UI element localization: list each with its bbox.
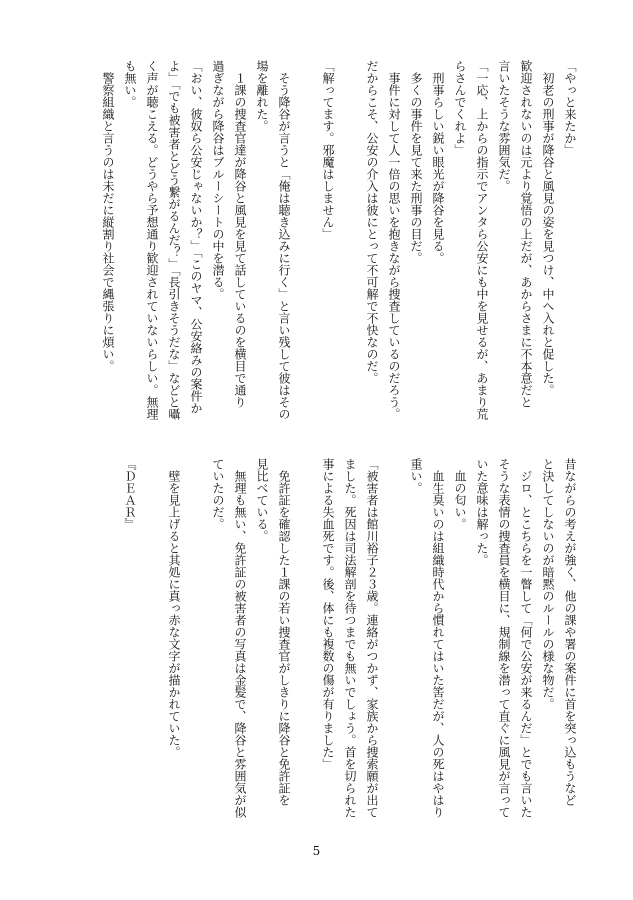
bottom-block-line: いた意味は解った。 [475,458,489,566]
top-block-line: 刑事らしい鋭い眼光が降谷を見る。 [431,60,445,264]
top-block-line: 多くの事件を見て来た刑事の目だ。 [409,60,423,264]
bottom-block-line: 血生臭いのは組織時代から慣れてはいた筈だが、人の死はやはり [431,458,445,818]
top-block-line: そう降谷が言うと「俺は聴き込みに行く」と言い残して彼はその [277,60,291,420]
bottom-block-line: 免許証を確認した１課の若い捜査官がしきりに降谷と免許証を [277,458,291,806]
bottom-block-line: 『ＤＥＡＲ』 [123,458,137,530]
top-block-line: 「やっと来たか」 [563,60,577,156]
page-number: 5 [312,844,321,858]
top-block-line: 場を離れた。 [255,60,269,132]
top-block-line: 歓迎されないのは元より覚悟の上だが、あからさまに不本意だと [519,60,533,408]
bottom-block-line: と決してしないのが暗黙のルールの様な物だ。 [541,458,555,710]
bottom-block-line: ました。死因は司法解剖を待つまでも無いでしょう。首を切られた [343,458,357,818]
bottom-block-line [295,458,317,818]
top-block-line: 言いたそうな雰囲気だ。 [497,60,511,192]
bottom-block-line [185,458,207,818]
text-block-top [51,60,581,420]
top-block-line: 過ぎながら降谷はブルーシートの中を潜る。 [211,60,225,300]
top-block-line: らさんでくれよ」 [453,60,467,156]
text-block-bottom [51,458,581,818]
top-block-line: だからこそ、公安の介入は彼にとって不可解で不快なのだ。 [365,60,379,384]
top-block-line: 「一応、上からの指示でアンタら公安にも中を見せるが、あまり荒 [475,60,489,420]
top-block-line: 「おい、彼奴ら公安じゃないか？」「このヤマ、公安絡みの案件か [189,60,203,414]
bottom-block-line: ジロ、とこちらを一瞥して「何で公安が来るんだ」とでも言いた [519,458,533,818]
top-block-line [339,60,361,420]
top-block-line: 初老の刑事が降谷と風見の姿を見つけ、中へ入れと促した。 [541,60,555,396]
top-block-line: く声が聴こえる。どうやら予想通り歓迎されていないらしい。無理 [145,60,159,420]
top-block-line: も無い。 [123,60,137,108]
top-block-line: よ」「でも被害者とどう繋がるんだ？」「長引きそうだな」などと囁 [167,60,181,420]
bottom-block-line [141,458,163,818]
bottom-block-line: 事による失血死です。後、体にも複数の傷が有りました」 [321,458,335,770]
top-block-line: 「解ってます。邪魔はしません」 [321,60,335,240]
bottom-block-line: 無理も無い、免許証の被害者の写真は金髪で、降谷と雰囲気が似 [233,458,247,818]
top-block-line: 事件に対して人一倍の思いを抱きながら捜査しているのだろう。 [387,60,401,420]
bottom-block-line: 昔ながらの考えが強く、他の課や署の案件に首を突っ込もうなど [563,458,577,806]
bottom-block-line: 「被害者は館川裕子２３歳。連絡がつかず、家族から捜索願が出て [365,458,379,818]
top-block-line [295,60,317,420]
bottom-block-line: 血の匂い。 [453,458,467,530]
bottom-block-line: 重い。 [409,458,423,494]
bottom-block-line: そうな表情の捜査員を横目に、規制線を潜って直ぐに風見が言って [497,458,511,818]
top-block-line: １課の捜査官達が降谷と風見を見て話しているのを横目で通り [233,60,247,408]
bottom-block-line [383,458,405,818]
top-block-line: 警察組織と言うのは未だに縦割り社会で縄張りに煩い。 [101,60,115,372]
bottom-block-line: ていたのだ。 [211,458,225,530]
bottom-block-line: 見比べている。 [255,458,269,542]
bottom-block-line: 壁を見上げると其処に真っ赤な文字が描かれていた。 [167,458,181,758]
